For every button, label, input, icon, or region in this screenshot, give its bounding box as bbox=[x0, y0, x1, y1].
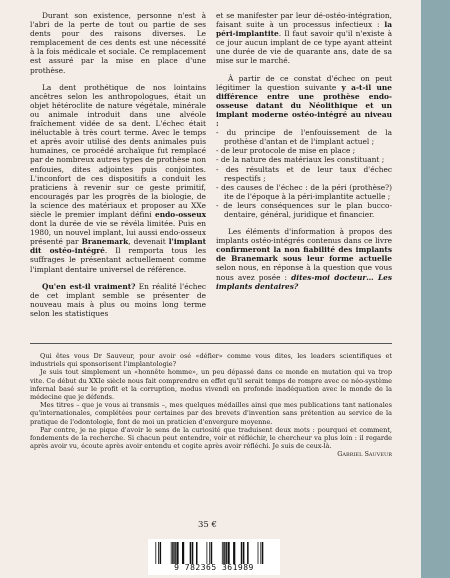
barcode-bar bbox=[171, 542, 172, 564]
barcode-bar bbox=[222, 542, 223, 564]
comparison-list-item: - des causes de l'échec : de la péri (prothèse?) ite de l'époque à la péri-implantite actuelle ; bbox=[216, 182, 392, 201]
bio-paragraph: Je suis tout simplement un «honnête homme», un peu dépassé dans ce monde en mutation qui va trop vite. Ce début du XXIe siècle nous fait comprendre en effet qu'il serait temps de rompre avec ce néo-système infernal basé sur le profit et la corruption, modus vivendi en profonde inadéquation avec le monde de la médecine que je défends. bbox=[30, 368, 392, 402]
barcode-bar bbox=[172, 542, 174, 564]
right-text-column bbox=[216, 11, 392, 291]
barcode-bar bbox=[258, 542, 259, 564]
barcode-bar bbox=[158, 542, 159, 564]
barcode-bar bbox=[192, 542, 194, 564]
barcode-bar bbox=[223, 542, 225, 564]
barcode-bar bbox=[211, 542, 213, 564]
barcode-bar bbox=[241, 542, 243, 564]
barcode-bar bbox=[174, 542, 176, 564]
isbn-number: 9 782365 361989 bbox=[174, 563, 254, 572]
barcode-bar bbox=[247, 542, 249, 564]
cover-spine-edge bbox=[421, 0, 450, 578]
author-bio bbox=[30, 352, 392, 459]
barcode-bar bbox=[233, 542, 235, 564]
barcode-bar bbox=[225, 542, 227, 564]
history-paragraph: La dent prothétique de nos lointains ancêtres selon les anthropologues, était un objet hétéroclite de nature végétale, minérale ou animale introduit dans une alvéole fraîchement vidée de sa dent. L'échec était inéluctable à très court terme. Avec le temps et après avoir utilisé des dents animales puis humaines, ce procédé archaïque fut remplacé par de nombreux autres types de prothèse non enfouies, dites adjointes puis conjointes. L'inconfort de ces dispositifs a conduit les praticiens à revenir sur ce geste primitif, encouragés par les progrès de la biologie, de la science des matériaux et proposer au XXe siècle le premier implant défini endo-osseux dont la durée de vie se révéla limitée. Puis en 1980, un nouvel implant, lui aussi endo-osseux présenté par Branemark, devenait l'implant dit ostéo-intégré. Il remporta tous les suffrages le présentant actuellement comme l'implant dentaire universel de référence. bbox=[30, 82, 206, 274]
bio-paragraph: Par contre, je ne pique d'avoir le sens de la curiosité que traduisent deux mots : pourquoi et comment, fondements de la recherche. Si chacun peut entendre, voir et réfléchir, le chercheur va plus loin : il regarde après avoir vu, écoute après avoir entendu et cogite après avoir réfléchi. Je suis de ceux-là. bbox=[30, 425, 392, 451]
barcode-graphic bbox=[154, 542, 274, 564]
comparison-list-item: - de leur protocole de mise en place ; bbox=[216, 146, 356, 156]
barcode-bar bbox=[176, 542, 178, 564]
barcode-bar bbox=[228, 542, 230, 564]
author-signature: Gabriel Sauveur bbox=[337, 450, 392, 459]
question-intro-paragraph: À partir de ce constat d'échec on peut légitimer la question suivante y a-t-il une différence entre une prothèse endo-osseuse datant du Néolithique et un implant moderne ostéo-intégré au niveau : bbox=[216, 73, 392, 129]
barcode-bar bbox=[190, 542, 192, 564]
left-text-column bbox=[30, 11, 206, 318]
barcode-bar bbox=[196, 542, 198, 564]
barcode-bar bbox=[155, 542, 156, 564]
comparison-list-item: - de leurs conséquences sur le plan bucco-dentaire, général, juridique et financier. bbox=[216, 200, 392, 219]
barcode-bar bbox=[243, 542, 245, 564]
comparison-list-item: - des résultats et de leur taux d'échec respectifs ; bbox=[216, 164, 392, 183]
periimplantitis-paragraph: et se manifester par leur dé-ostéo-intégration, faisant suite à un processus infectieux : la péri-implantite. Il faut savoir qu'il n'existe à ce jour aucun implant de ce type ayant atteint une durée de vie de quarante ans, date de sa mise sur le marché. bbox=[216, 11, 392, 66]
barcode-bar bbox=[262, 542, 264, 564]
bio-question: Qui êtes vous Dr Sauveur, pour avoir osé «défier» comme vous dites, les leaders scientifiques et industriels qui sponsorisent l'implantologie? bbox=[30, 352, 392, 369]
barcode-bar bbox=[160, 542, 162, 564]
comparison-list-item: - du principe de l'enfouissement de la prothèse d'antan et de l'implant actuel ; bbox=[216, 128, 392, 147]
barcode-bar bbox=[209, 542, 210, 564]
comparison-list-item: - de la nature des matériaux les constituant ; bbox=[216, 155, 385, 165]
price-label: 35 € bbox=[198, 520, 217, 530]
barcode-bar bbox=[260, 542, 261, 564]
barcode-bar bbox=[207, 542, 208, 564]
section-divider bbox=[30, 343, 392, 344]
isbn-barcode bbox=[148, 539, 280, 575]
comparison-list bbox=[216, 128, 392, 219]
barcode-bar bbox=[182, 542, 184, 564]
question-paragraph: Qu'en est-il vraiment? En réalité l'échec de cet implant semble se présenter de nouveau mais à plus ou moins long terme selon les statistiques bbox=[30, 281, 206, 318]
intro-paragraph: Durant son existence, personne n'est à l'abri de la perte de tout ou partie de ses dents pour des raisons diverses. Le remplacement de ces dents est une nécessité à la fois médicale et sociale. Ce remplacement est assuré par la mise en place d'une prothèse. bbox=[30, 11, 206, 75]
bio-paragraph: Mes titres – que je vous ai transmis –, mes quelques médailles ainsi que mes publications tant nationales qu'internationales, complétées pour certaines par des brevets d'invention sans prétention au service de la pratique de l'odontologie, font de moi un praticien d'envergure moyenne. bbox=[30, 401, 392, 426]
conclusion-paragraph: Les éléments d'information à propos des implants ostéo-intégrés contenus dans ce livre confirmeront la non fiabilité des implants de Branemark sous leur forme actuelle selon nous, en réponse à la question que vous nous avez posée : dites-moi docteur… Les implants dentaires? bbox=[216, 227, 392, 291]
